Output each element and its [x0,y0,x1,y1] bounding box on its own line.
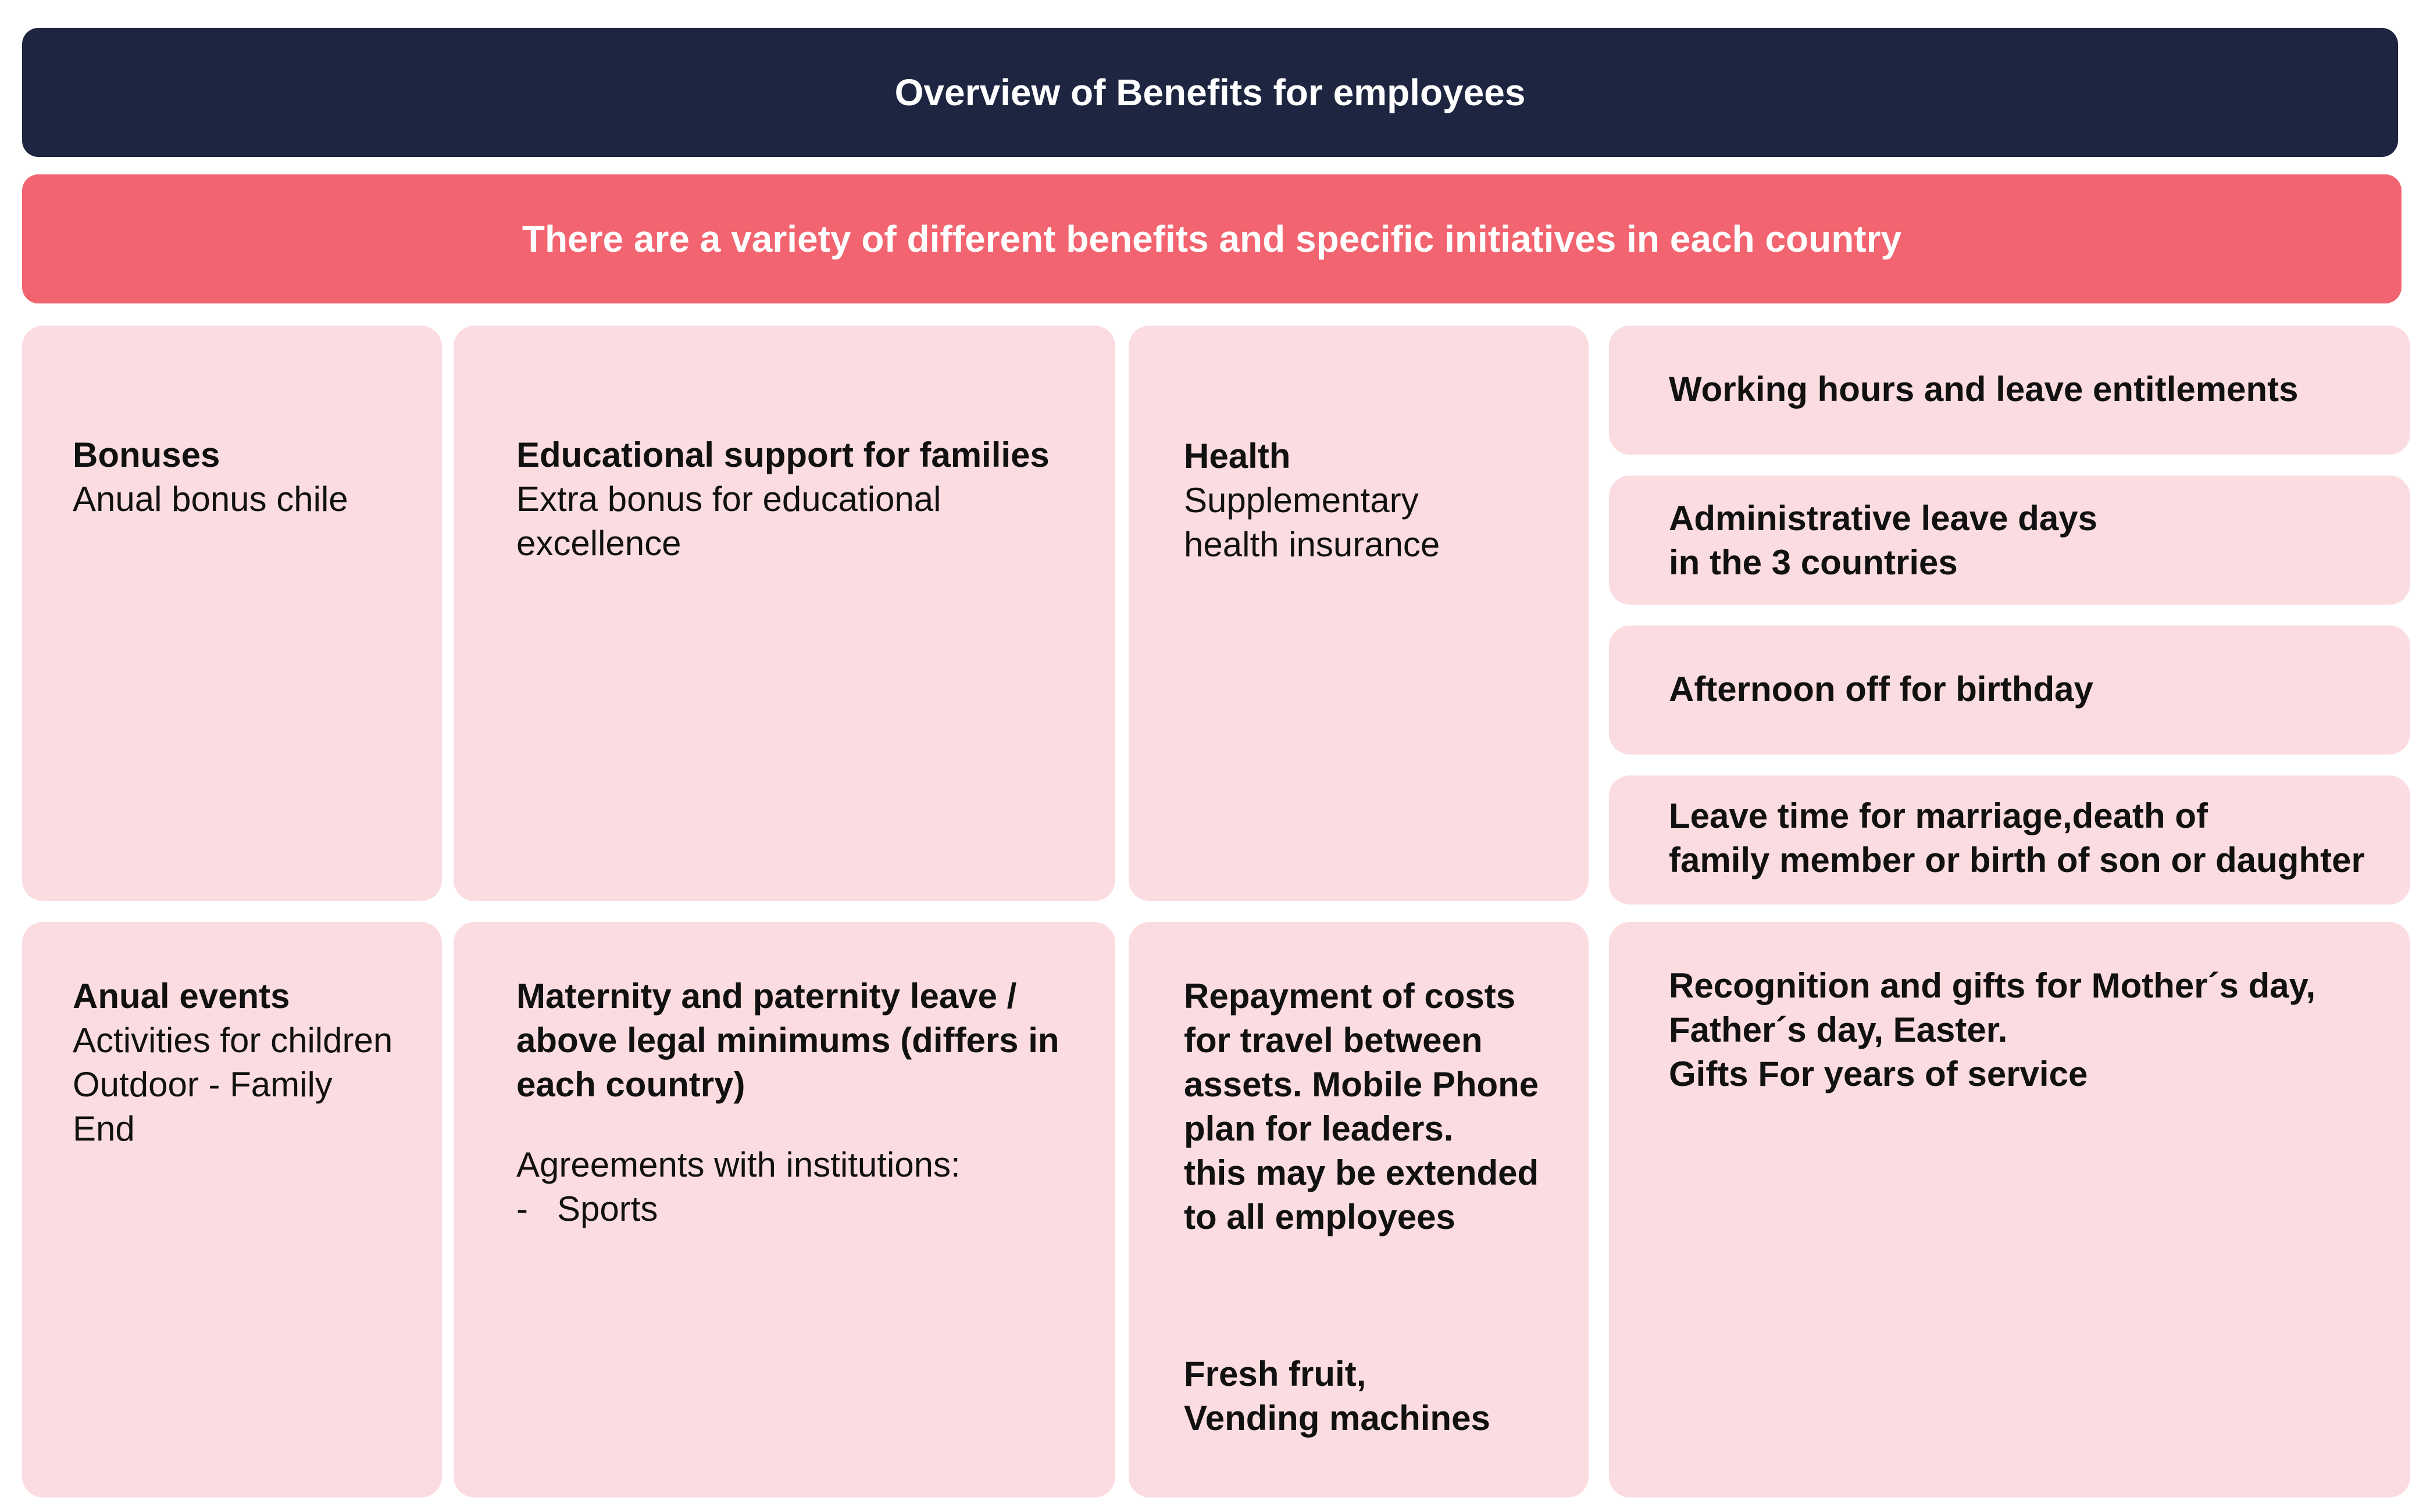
fruit-line: Fresh fruit, [1184,1354,1366,1393]
working-hours-card [1609,326,2410,455]
repayment-line: for travel between [1184,1021,1483,1060]
education-card [454,326,1115,901]
events-heading: Anual events [73,977,290,1016]
recognition-line: Gifts For years of service [1669,1055,2088,1093]
bonuses-line: Anual bonus chile [73,480,348,519]
health-line: health insurance [1184,525,1440,564]
leave-time-line: family member or birth of son or daughter [1669,841,2365,880]
maternity-heading-line: Maternity and paternity leave / [516,977,1017,1016]
repayment-line: assets. Mobile Phone [1184,1065,1539,1104]
maternity-heading-line: each country) [516,1065,745,1104]
admin-leave-card [1609,476,2410,605]
fruit-line: Vending machines [1184,1399,1490,1438]
events-line: Activities for children [73,1021,393,1060]
events-line: End [73,1109,135,1148]
page-subtitle: There are a variety of different benefits and specific initiatives in each country [522,218,1902,260]
education-line: excellence [516,524,681,563]
repayment-line: this may be extended [1184,1153,1539,1192]
admin-leave-line: Administrative leave days [1669,499,2098,538]
repayment-line: to all employees [1184,1198,1455,1236]
leave-time-line: Leave time for marriage,death of [1669,796,2208,835]
recognition-card [1609,922,2410,1497]
health-line: Supplementary [1184,481,1419,520]
working-hours-label: Working hours and leave entitlements [1669,370,2299,409]
admin-leave-line: in the 3 countries [1669,543,1958,582]
leave-time-card [1609,775,2410,905]
subtitle-banner [22,174,2402,303]
birthday-card [1609,625,2410,755]
maternity-card [454,922,1115,1497]
health-heading: Health [1184,437,1291,476]
agreements-line: - Sports [516,1189,658,1228]
events-card [22,922,442,1497]
bonuses-card [22,326,442,901]
education-heading: Educational support for families [516,435,1050,474]
maternity-heading-line: above legal minimums (differs in [516,1021,1059,1060]
education-line: Extra bonus for educational [516,480,941,519]
page-title: Overview of Benefits for employees [894,72,1526,113]
events-line: Outdoor - Family [73,1065,333,1104]
spacer [516,1107,1059,1143]
health-card [1129,326,1589,901]
bonuses-heading: Bonuses [73,435,220,474]
title-banner [22,28,2398,157]
repayment-line: Repayment of costs [1184,977,1516,1016]
agreements-line: Agreements with institutions: [516,1145,961,1184]
recognition-line: Recognition and gifts for Mother´s day, [1669,966,2316,1005]
recognition-line: Father´s day, Easter. [1669,1010,2008,1049]
repayment-line: plan for leaders. [1184,1109,1454,1148]
birthday-label: Afternoon off for birthday [1669,670,2093,709]
repayment-card [1129,922,1589,1497]
